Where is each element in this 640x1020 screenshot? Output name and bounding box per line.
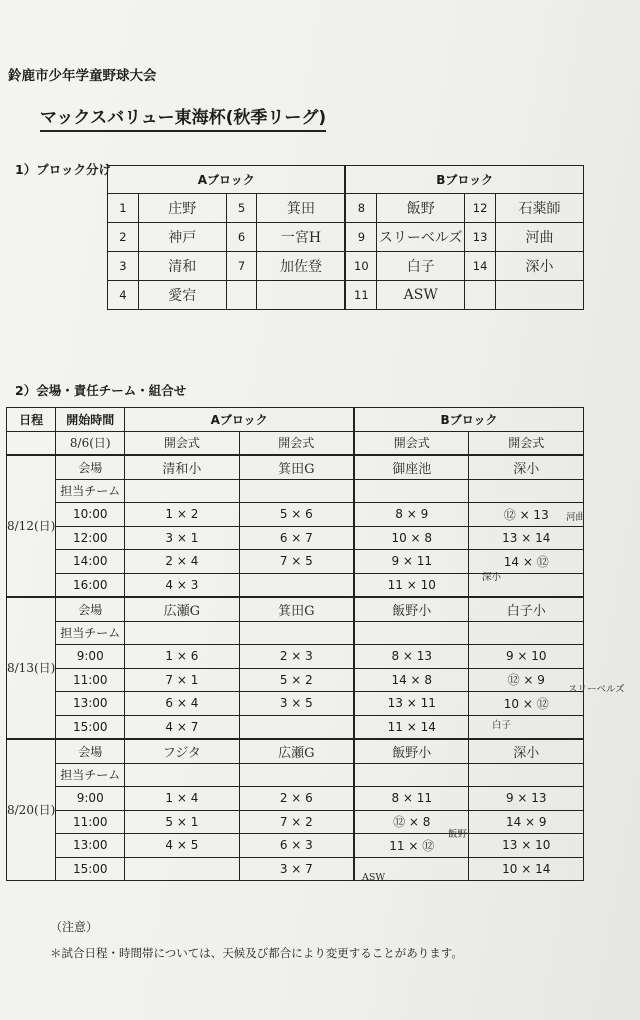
venue-name: 広瀬G [125, 597, 239, 621]
annotation-threebells: スリーベルズ [568, 684, 625, 695]
match-cell: 3 × 5 [239, 692, 354, 716]
team-label: 担当チーム [56, 621, 125, 645]
venue-name: 広瀬G [239, 739, 354, 763]
match-cell: 14 × ⑫ [469, 550, 584, 574]
team-name: 清和 [138, 252, 226, 281]
match-cell: 10 × 14 [469, 857, 584, 881]
team-number [226, 281, 257, 310]
opening-a2: 開会式 [239, 431, 354, 455]
match-row [7, 787, 584, 811]
team-name: スリーベルズ [377, 223, 465, 252]
annotation-shiroko: 白子 [492, 720, 512, 731]
venue-name: 清和小 [125, 455, 239, 479]
notes-text: ＊試合日程・時間帯については、天候及び都合により変更することがあります。 [50, 946, 463, 960]
venue-name: フジタ [125, 739, 239, 763]
match-cell: 4 × 3 [125, 573, 239, 597]
block-row [108, 223, 584, 252]
match-cell: 3 × 1 [125, 526, 239, 550]
venue-name: 箕田G [239, 597, 354, 621]
match-cell: 13 × 11 [354, 692, 469, 716]
team-name: 飯野 [377, 194, 465, 223]
team-name: 白子 [377, 252, 465, 281]
col-date-header: 日程 [7, 408, 56, 432]
start-time: 11:00 [56, 810, 125, 834]
venue-name: 箕田G [239, 455, 354, 479]
team-row [7, 621, 584, 645]
team-name: 神戸 [138, 223, 226, 252]
block-row [108, 252, 584, 281]
match-cell: 14 × 8 [354, 668, 469, 692]
match-cell [469, 715, 584, 739]
match-cell: 4 × 5 [125, 834, 239, 858]
match-cell: 1 × 2 [125, 503, 239, 527]
match-cell: 1 × 4 [125, 787, 239, 811]
start-time: 12:00 [56, 526, 125, 550]
schedule-table [6, 407, 584, 881]
responsible-team [125, 621, 239, 645]
match-cell: 7 × 1 [125, 668, 239, 692]
match-row [7, 810, 584, 834]
start-time: 13:00 [56, 692, 125, 716]
annotation-iino: 飯野 [448, 829, 468, 840]
team-name: 加佐登 [257, 252, 346, 281]
match-cell: 13 × 14 [469, 526, 584, 550]
responsible-team [239, 621, 354, 645]
match-row [7, 692, 584, 716]
match-cell: 5 × 2 [239, 668, 354, 692]
responsible-team [469, 763, 584, 787]
section-1-label: 1）ブロック分け [15, 162, 111, 177]
team-number: 11 [345, 281, 376, 310]
match-cell: 5 × 1 [125, 810, 239, 834]
annotation-fukasho: 深小 [482, 572, 502, 583]
venue-name: 白子小 [469, 597, 584, 621]
team-name: 石薬師 [495, 194, 583, 223]
responsible-team [354, 479, 469, 503]
responsible-team [469, 621, 584, 645]
venue-name: 飯野小 [354, 597, 469, 621]
team-number: 8 [345, 194, 376, 223]
opening-b2: 開会式 [469, 431, 584, 455]
organization-name: 鈴鹿市少年学童野球大会 [8, 68, 157, 84]
annotation-asw: ASW [362, 872, 386, 883]
match-cell: 8 × 11 [354, 787, 469, 811]
venue-name: 深小 [469, 739, 584, 763]
block-row [108, 194, 584, 223]
responsible-team [354, 621, 469, 645]
team-row [7, 479, 584, 503]
venue-label: 会場 [56, 597, 125, 621]
team-name: 箕田 [257, 194, 346, 223]
venue-row [7, 739, 584, 763]
match-cell: 7 × 5 [239, 550, 354, 574]
team-name: 庄野 [138, 194, 226, 223]
block-b-header: Bブロック [345, 166, 583, 194]
responsible-team [354, 763, 469, 787]
match-cell: 8 × 9 [354, 503, 469, 527]
venue-name: 深小 [469, 455, 584, 479]
match-cell: 13 × 10 [469, 834, 584, 858]
match-cell: 2 × 4 [125, 550, 239, 574]
match-cell: 7 × 2 [239, 810, 354, 834]
match-cell: 9 × 11 [354, 550, 469, 574]
match-date: 8/20(日) [7, 739, 56, 881]
annotation-kawawa: 河曲 [566, 512, 586, 523]
start-time: 15:00 [56, 857, 125, 881]
match-row [7, 526, 584, 550]
start-time: 14:00 [56, 550, 125, 574]
match-cell: 1 × 6 [125, 645, 239, 669]
team-number: 12 [465, 194, 496, 223]
responsible-team [239, 479, 354, 503]
team-number: 10 [345, 252, 376, 281]
match-cell: 2 × 6 [239, 787, 354, 811]
team-number: 4 [108, 281, 139, 310]
block-row [108, 281, 584, 310]
team-number: 7 [226, 252, 257, 281]
block-a-header: Aブロック [108, 166, 346, 194]
team-number: 9 [345, 223, 376, 252]
responsible-team [239, 763, 354, 787]
first-date-note: 8/6(日) [56, 431, 125, 455]
match-cell: 3 × 7 [239, 857, 354, 881]
match-row [7, 668, 584, 692]
match-row [7, 503, 584, 527]
match-cell: 9 × 10 [469, 645, 584, 669]
team-name: 一宮H [257, 223, 346, 252]
team-name [495, 281, 583, 310]
responsible-team [125, 763, 239, 787]
match-cell [239, 715, 354, 739]
sched-block-b-header: Bブロック [354, 408, 583, 432]
venue-name: 御座池 [354, 455, 469, 479]
start-time: 11:00 [56, 668, 125, 692]
match-date: 8/12(日) [7, 455, 56, 597]
match-date: 8/13(日) [7, 597, 56, 739]
team-name: 深小 [495, 252, 583, 281]
match-row [7, 645, 584, 669]
team-number: 13 [465, 223, 496, 252]
match-row [7, 857, 584, 881]
start-time: 10:00 [56, 503, 125, 527]
match-row [7, 834, 584, 858]
match-cell: ⑫ × 13 [469, 503, 584, 527]
sched-block-a-header: Aブロック [125, 408, 354, 432]
team-number: 1 [108, 194, 139, 223]
start-time: 16:00 [56, 573, 125, 597]
team-name: 河曲 [495, 223, 583, 252]
match-cell: 8 × 13 [354, 645, 469, 669]
team-number: 14 [465, 252, 496, 281]
team-name: 愛宕 [138, 281, 226, 310]
match-cell: 5 × 6 [239, 503, 354, 527]
match-cell: 2 × 3 [239, 645, 354, 669]
match-cell: 4 × 7 [125, 715, 239, 739]
venue-row [7, 597, 584, 621]
team-number: 2 [108, 223, 139, 252]
match-cell: 10 × ⑫ [469, 692, 584, 716]
responsible-team [469, 479, 584, 503]
match-cell: 14 × 9 [469, 810, 584, 834]
team-name: ASW [377, 281, 465, 310]
opening-a1: 開会式 [125, 431, 239, 455]
match-cell: 10 × 8 [354, 526, 469, 550]
match-cell: 9 × 13 [469, 787, 584, 811]
col-time-header: 開始時間 [56, 408, 125, 432]
match-cell [239, 573, 354, 597]
start-time: 13:00 [56, 834, 125, 858]
team-number: 3 [108, 252, 139, 281]
team-label: 担当チーム [56, 763, 125, 787]
match-cell: 6 × 7 [239, 526, 354, 550]
match-cell: ⑫ × 9 [469, 668, 584, 692]
match-cell: 11 × 10 [354, 573, 469, 597]
start-time: 15:00 [56, 715, 125, 739]
section-2-label: 2）会場・責任チーム・組合せ [15, 383, 187, 398]
team-row [7, 763, 584, 787]
notes-heading: （注意） [50, 920, 99, 934]
start-time: 9:00 [56, 645, 125, 669]
venue-row [7, 455, 584, 479]
team-number: 6 [226, 223, 257, 252]
venue-label: 会場 [56, 739, 125, 763]
team-number [465, 281, 496, 310]
team-name [257, 281, 346, 310]
team-number: 5 [226, 194, 257, 223]
opening-b1: 開会式 [354, 431, 469, 455]
match-cell: ⑫ × 8 [354, 810, 469, 834]
block-table [107, 165, 584, 310]
start-time: 9:00 [56, 787, 125, 811]
venue-name: 飯野小 [354, 739, 469, 763]
match-cell: 6 × 3 [239, 834, 354, 858]
responsible-team [125, 479, 239, 503]
match-cell: 11 × 14 [354, 715, 469, 739]
page-title: マックスバリュー東海杯(秋季リーグ) [40, 103, 326, 132]
match-cell: 11 × ⑫ [354, 834, 469, 858]
team-label: 担当チーム [56, 479, 125, 503]
venue-label: 会場 [56, 455, 125, 479]
match-cell: 6 × 4 [125, 692, 239, 716]
match-cell [125, 857, 239, 881]
